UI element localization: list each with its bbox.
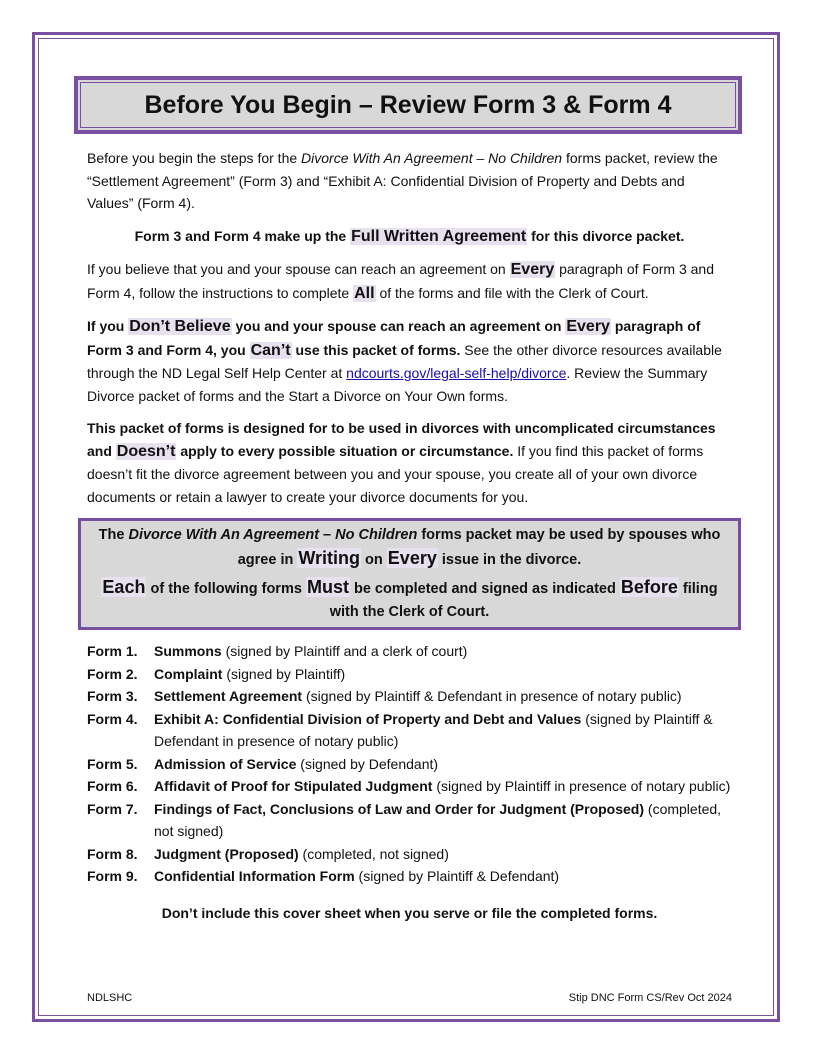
page-title: Before You Begin – Review Form 3 & Form 4 bbox=[144, 90, 672, 119]
notice-forms-line: Each of the following forms Must be completed and signed as indicated Before filing with the Clerk of Court. bbox=[102, 577, 718, 620]
list-item: Form 7. Findings of Fact, Conclusions of Law and Order for Judgment (Proposed) (completed, not signed) bbox=[87, 800, 722, 839]
list-item: Form 2. Complaint (signed by Plaintiff) bbox=[87, 665, 346, 682]
full-agreement-statement: Form 3 and Form 4 make up the Full Written Agreement for this divorce packet. bbox=[134, 227, 685, 245]
footer-left: NDLSHC bbox=[87, 992, 133, 1004]
notice-agreement-line: The Divorce With An Agreement – No Children forms packet may be used by spouses who agree in Writing on Every issue in the divorce. bbox=[98, 527, 721, 568]
uncomplicated-paragraph: This packet of forms is designed for to be used in divorces with uncomplicated circumstances and Doesn’t apply to every possible situation or circumstance. If you find this packet of forms doesn’t fit the divorce agreement between you and your spouse, you create all of your own divorce documents or retain a lawyer to create your divorce documents for you. bbox=[87, 420, 716, 505]
forms-list bbox=[87, 640, 732, 888]
list-item: Form 5. Admission of Service (signed by Defendant) bbox=[87, 755, 439, 772]
footer-right: Stip DNC Form CS/Rev Oct 2024 bbox=[568, 992, 732, 1004]
list-item: Form 6. Affidavit of Proof for Stipulated Judgment (signed by Plaintiff in presence of notary public) bbox=[87, 778, 731, 794]
document-body bbox=[87, 147, 732, 924]
dont-believe-paragraph: If you Don’t Believe you and your spouse can reach an agreement on Every paragraph of Form 3 and Form 4, you Can’t use this packet of forms. See the other divorce resources available through the ND Legal Self Help Center at ndcourts.gov/legal-self-help/divorce. Review the Summary Divorce packet of forms and the Start a Divorce on Your Own forms. bbox=[87, 318, 722, 404]
intro-paragraph: Before you begin the steps for the Divorce With An Agreement – No Children forms packet, review the “Settlement Agreement” (Form 3) and “Exhibit A: Confidential Division of Property and Debts and Values” (Form 4). bbox=[87, 150, 718, 211]
cover-sheet-note: Don’t include this cover sheet when you serve or file the completed forms. bbox=[161, 904, 658, 921]
list-item: Form 3. Settlement Agreement (signed by Plaintiff & Defendant in presence of notary public) bbox=[87, 688, 682, 704]
believe-paragraph: If you believe that you and your spouse can reach an agreement on Every paragraph of Form 3 and Form 4, follow the instructions to complete All of the forms and file with the Clerk of Court. bbox=[87, 261, 714, 302]
list-item: Form 8. Judgment (Proposed) (completed, not signed) bbox=[87, 845, 449, 862]
list-item: Form 4. Exhibit A: Confidential Division of Property and Debt and Values (signed by Plaintiff & Defendant in presence of notary public) bbox=[87, 710, 713, 749]
notice-box bbox=[78, 518, 741, 630]
list-item: Form 9. Confidential Information Form (signed by Plaintiff & Defendant) bbox=[87, 868, 560, 884]
page-footer bbox=[87, 992, 732, 1004]
divorce-resources-link[interactable]: ndcourts.gov/legal-self-help/divorce bbox=[346, 365, 567, 381]
list-item: Form 1. Summons (signed by Plaintiff and a clerk of court) bbox=[87, 643, 468, 659]
title-box bbox=[74, 76, 742, 134]
